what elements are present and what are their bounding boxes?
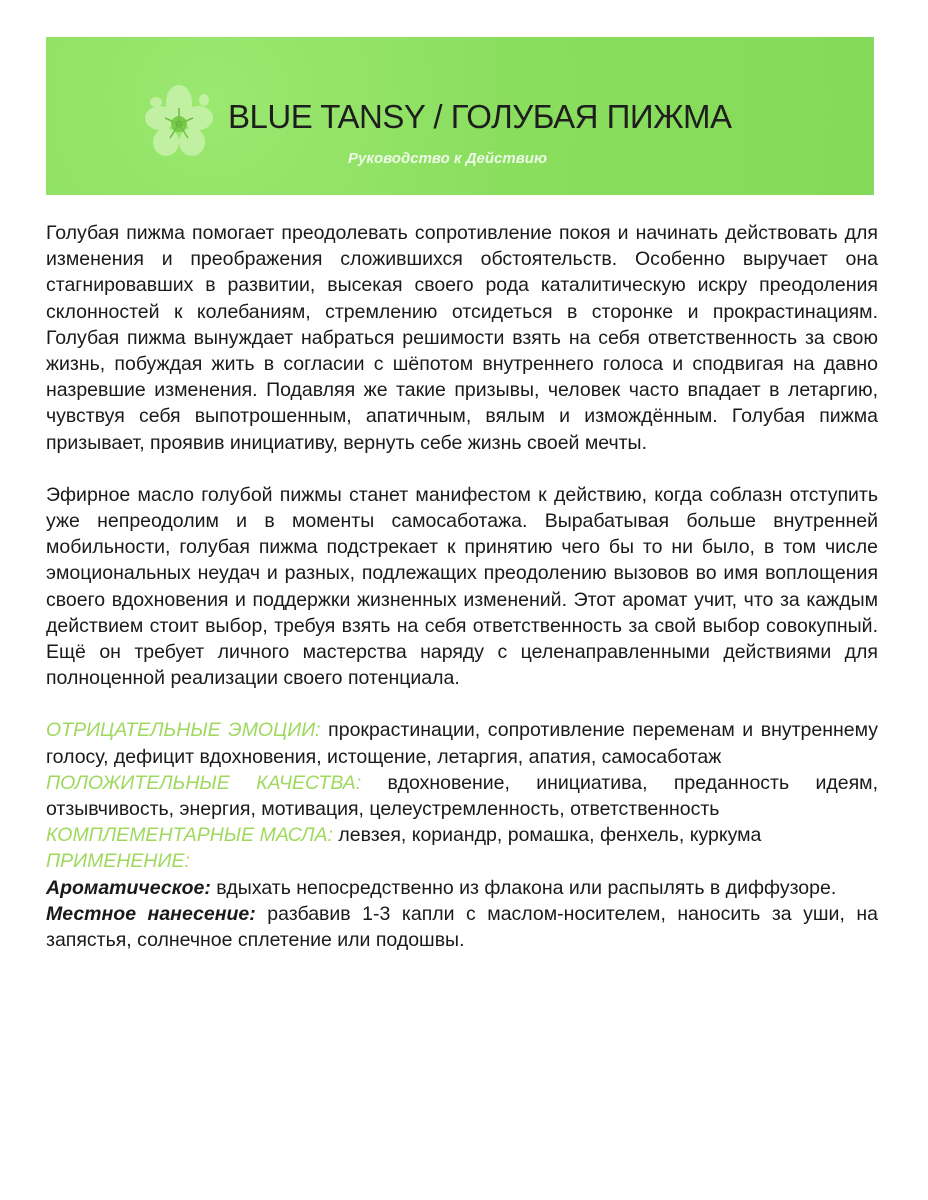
positive-qualities-label: ПОЛОЖИТЕЛЬНЫЕ КАЧЕСТВА: bbox=[46, 771, 362, 794]
paragraph-intro: Голубая пижма помогает преодолевать сопротивление покоя и начинать действовать для изменения и преображения сложившихся обстоятельств. Особенно выручает она стагнировавших в развитии, высекая своего рода каталитическую искру преодоления склонностей к колебаниям, стремлению отсидеться в сторонке и прокрастинациям. Голубая пижма вынуждает набраться решимости взять на себя ответственность за свою жизнь, побуждая жить в согласии с шёпотом внутреннего голоса и сподвигая на давно назревшие изменения. Подавляя же такие призывы, человек часто впадает в летаргию, чувствуя себя выпотрошенным, апатичным, вялым и измождённым. Голубая пижма призывает, проявив инициативу, вернуть себе жизнь своей мечты. bbox=[46, 222, 878, 454]
complementary-oils-text: левзея, кориандр, ромашка, фенхель, куркума bbox=[338, 824, 762, 847]
tansy-flower-icon bbox=[138, 82, 220, 168]
negative-emotions bbox=[46, 717, 878, 769]
aromatic-text: вдыхать непосредственно из флакона или распылять в диффузоре. bbox=[216, 876, 837, 899]
application-topical bbox=[46, 901, 878, 953]
aromatic-label: Ароматическое: bbox=[46, 876, 211, 899]
positive-qualities-text: вдохновение, инициатива, преданность идеям, отзывчивость, энергия, мотивация, целеустремленность, ответственность bbox=[46, 771, 878, 821]
complementary-oils bbox=[46, 822, 878, 848]
page-subtitle: Руководство к Действию bbox=[348, 150, 547, 167]
topical-label: Местное нанесение: bbox=[46, 902, 256, 925]
negative-emotions-text: прокрастинации, сопротивление переменам и внутреннему голосу, дефицит вдохновения, истощение, летаргия, апатия, самосаботаж bbox=[46, 719, 879, 768]
application-aromatic bbox=[46, 875, 878, 901]
application-label: ПРИМЕНЕНИЕ: bbox=[46, 850, 190, 873]
topical-text: разбавив 1-3 капли с маслом-носителем, наносить за уши, на запястья, солнечное сплетение или подошвы. bbox=[46, 902, 878, 952]
paragraph-oil: Эфирное масло голубой пижмы станет манифестом к действию, когда соблазн отступить уже непреодолим и в моменты самосаботажа. Вырабатывая больше внутренней мобильности, голубая пижма подстрекает к принятию чего бы то ни было, в том числе эмоциональных неудач и разных, подлежащих преодолению вызовов во имя воплощения своего вдохновения и поддержки жизненных изменений. Этот аромат учит, что за каждым действием стоит выбор, требуя взять на себя ответственность за свой выбор совокупный. Ещё он требует личного мастерства наряду с целенаправленными действиями для полноценной реализации своего потенциала. bbox=[46, 483, 878, 690]
positive-qualities bbox=[46, 770, 878, 822]
negative-emotions-label: ОТРИЦАТЕЛЬНЫЕ ЭМОЦИИ: bbox=[46, 719, 321, 742]
application-heading bbox=[46, 848, 878, 874]
page-title: BLUE TANSY / ГОЛУБАЯ ПИЖМА bbox=[228, 98, 732, 135]
complementary-oils-label: КОМПЛЕМЕНТАРНЫЕ МАСЛА: bbox=[46, 824, 333, 847]
specs-section bbox=[46, 717, 878, 953]
article-body bbox=[46, 220, 878, 953]
